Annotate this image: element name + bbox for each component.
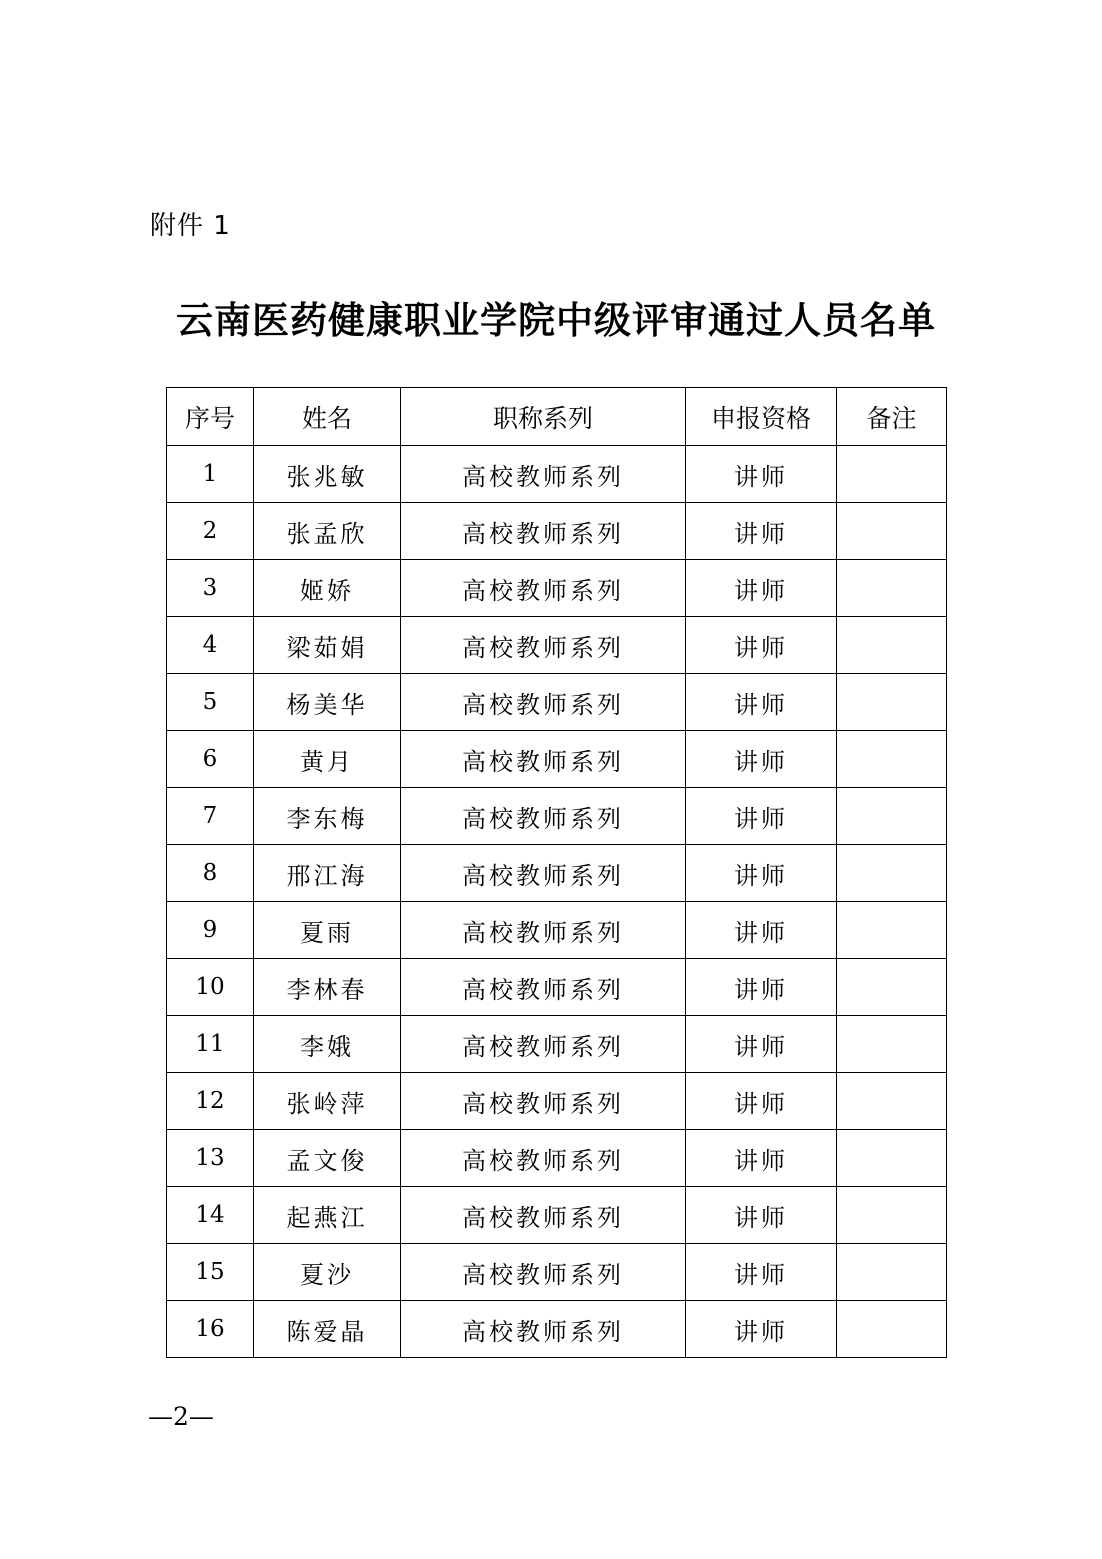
header-qualification: 申报资格 (686, 388, 837, 446)
cell-series: 高校教师系列 (401, 788, 686, 845)
cell-qualification: 讲师 (686, 1073, 837, 1130)
cell-seq: 9 (167, 902, 254, 959)
attachment-label: 附件 1 (150, 211, 231, 241)
table-header-row (167, 388, 947, 446)
cell-name: 梁茹娟 (254, 617, 401, 674)
cell-series: 高校教师系列 (401, 1016, 686, 1073)
cell-series: 高校教师系列 (401, 1301, 686, 1358)
page-number: —2— (148, 1402, 214, 1431)
table-row (167, 1073, 947, 1130)
cell-name: 黄月 (254, 731, 401, 788)
table-body (167, 446, 947, 1358)
cell-note (837, 617, 947, 674)
cell-note (837, 788, 947, 845)
cell-qualification: 讲师 (686, 788, 837, 845)
cell-name: 张岭萍 (254, 1073, 401, 1130)
table-row (167, 959, 947, 1016)
table-row (167, 788, 947, 845)
cell-name: 张兆敏 (254, 446, 401, 503)
cell-series: 高校教师系列 (401, 674, 686, 731)
header-series: 职称系列 (401, 388, 686, 446)
cell-series: 高校教师系列 (401, 731, 686, 788)
cell-series: 高校教师系列 (401, 446, 686, 503)
cell-name: 杨美华 (254, 674, 401, 731)
header-note: 备注 (837, 388, 947, 446)
cell-qualification: 讲师 (686, 560, 837, 617)
cell-series: 高校教师系列 (401, 617, 686, 674)
cell-note (837, 1016, 947, 1073)
cell-name: 张孟欣 (254, 503, 401, 560)
cell-note (837, 902, 947, 959)
cell-series: 高校教师系列 (401, 1130, 686, 1187)
cell-note (837, 959, 947, 1016)
cell-name: 李林春 (254, 959, 401, 1016)
table-row (167, 617, 947, 674)
cell-qualification: 讲师 (686, 446, 837, 503)
cell-qualification: 讲师 (686, 731, 837, 788)
cell-qualification: 讲师 (686, 1187, 837, 1244)
cell-seq: 13 (167, 1130, 254, 1187)
cell-seq: 12 (167, 1073, 254, 1130)
cell-qualification: 讲师 (686, 1244, 837, 1301)
table-row (167, 1016, 947, 1073)
cell-note (837, 1244, 947, 1301)
cell-name: 李东梅 (254, 788, 401, 845)
cell-note (837, 446, 947, 503)
cell-qualification: 讲师 (686, 617, 837, 674)
cell-seq: 8 (167, 845, 254, 902)
document-title: 云南医药健康职业学院中级评审通过人员名单 (176, 298, 936, 342)
table-row (167, 446, 947, 503)
cell-name: 邢江海 (254, 845, 401, 902)
cell-series: 高校教师系列 (401, 959, 686, 1016)
cell-name: 李娥 (254, 1016, 401, 1073)
header-name: 姓名 (254, 388, 401, 446)
cell-name: 姬娇 (254, 560, 401, 617)
cell-name: 起燕江 (254, 1187, 401, 1244)
cell-qualification: 讲师 (686, 1301, 837, 1358)
table-row (167, 845, 947, 902)
header-seq: 序号 (167, 388, 254, 446)
table-row (167, 902, 947, 959)
cell-seq: 7 (167, 788, 254, 845)
cell-note (837, 560, 947, 617)
table-row (167, 1244, 947, 1301)
table-row (167, 1301, 947, 1358)
cell-note (837, 1187, 947, 1244)
table-row (167, 731, 947, 788)
table-row (167, 560, 947, 617)
cell-qualification: 讲师 (686, 1016, 837, 1073)
cell-series: 高校教师系列 (401, 503, 686, 560)
cell-qualification: 讲师 (686, 902, 837, 959)
cell-series: 高校教师系列 (401, 1244, 686, 1301)
cell-note (837, 1073, 947, 1130)
cell-seq: 6 (167, 731, 254, 788)
cell-series: 高校教师系列 (401, 1073, 686, 1130)
cell-qualification: 讲师 (686, 674, 837, 731)
cell-series: 高校教师系列 (401, 845, 686, 902)
table-row (167, 503, 947, 560)
cell-name: 夏沙 (254, 1244, 401, 1301)
cell-seq: 11 (167, 1016, 254, 1073)
cell-name: 夏雨 (254, 902, 401, 959)
roster-table (166, 387, 947, 1358)
cell-seq: 4 (167, 617, 254, 674)
cell-qualification: 讲师 (686, 845, 837, 902)
cell-note (837, 845, 947, 902)
cell-seq: 5 (167, 674, 254, 731)
table-row (167, 1187, 947, 1244)
table-row (167, 1130, 947, 1187)
cell-series: 高校教师系列 (401, 1187, 686, 1244)
cell-name: 孟文俊 (254, 1130, 401, 1187)
cell-name: 陈爱晶 (254, 1301, 401, 1358)
cell-note (837, 1301, 947, 1358)
cell-series: 高校教师系列 (401, 902, 686, 959)
cell-seq: 2 (167, 503, 254, 560)
cell-note (837, 674, 947, 731)
cell-note (837, 731, 947, 788)
cell-seq: 15 (167, 1244, 254, 1301)
cell-note (837, 503, 947, 560)
cell-seq: 3 (167, 560, 254, 617)
cell-seq: 10 (167, 959, 254, 1016)
cell-seq: 1 (167, 446, 254, 503)
cell-qualification: 讲师 (686, 1130, 837, 1187)
cell-seq: 16 (167, 1301, 254, 1358)
cell-seq: 14 (167, 1187, 254, 1244)
cell-qualification: 讲师 (686, 503, 837, 560)
table-row (167, 674, 947, 731)
cell-qualification: 讲师 (686, 959, 837, 1016)
cell-series: 高校教师系列 (401, 560, 686, 617)
cell-note (837, 1130, 947, 1187)
